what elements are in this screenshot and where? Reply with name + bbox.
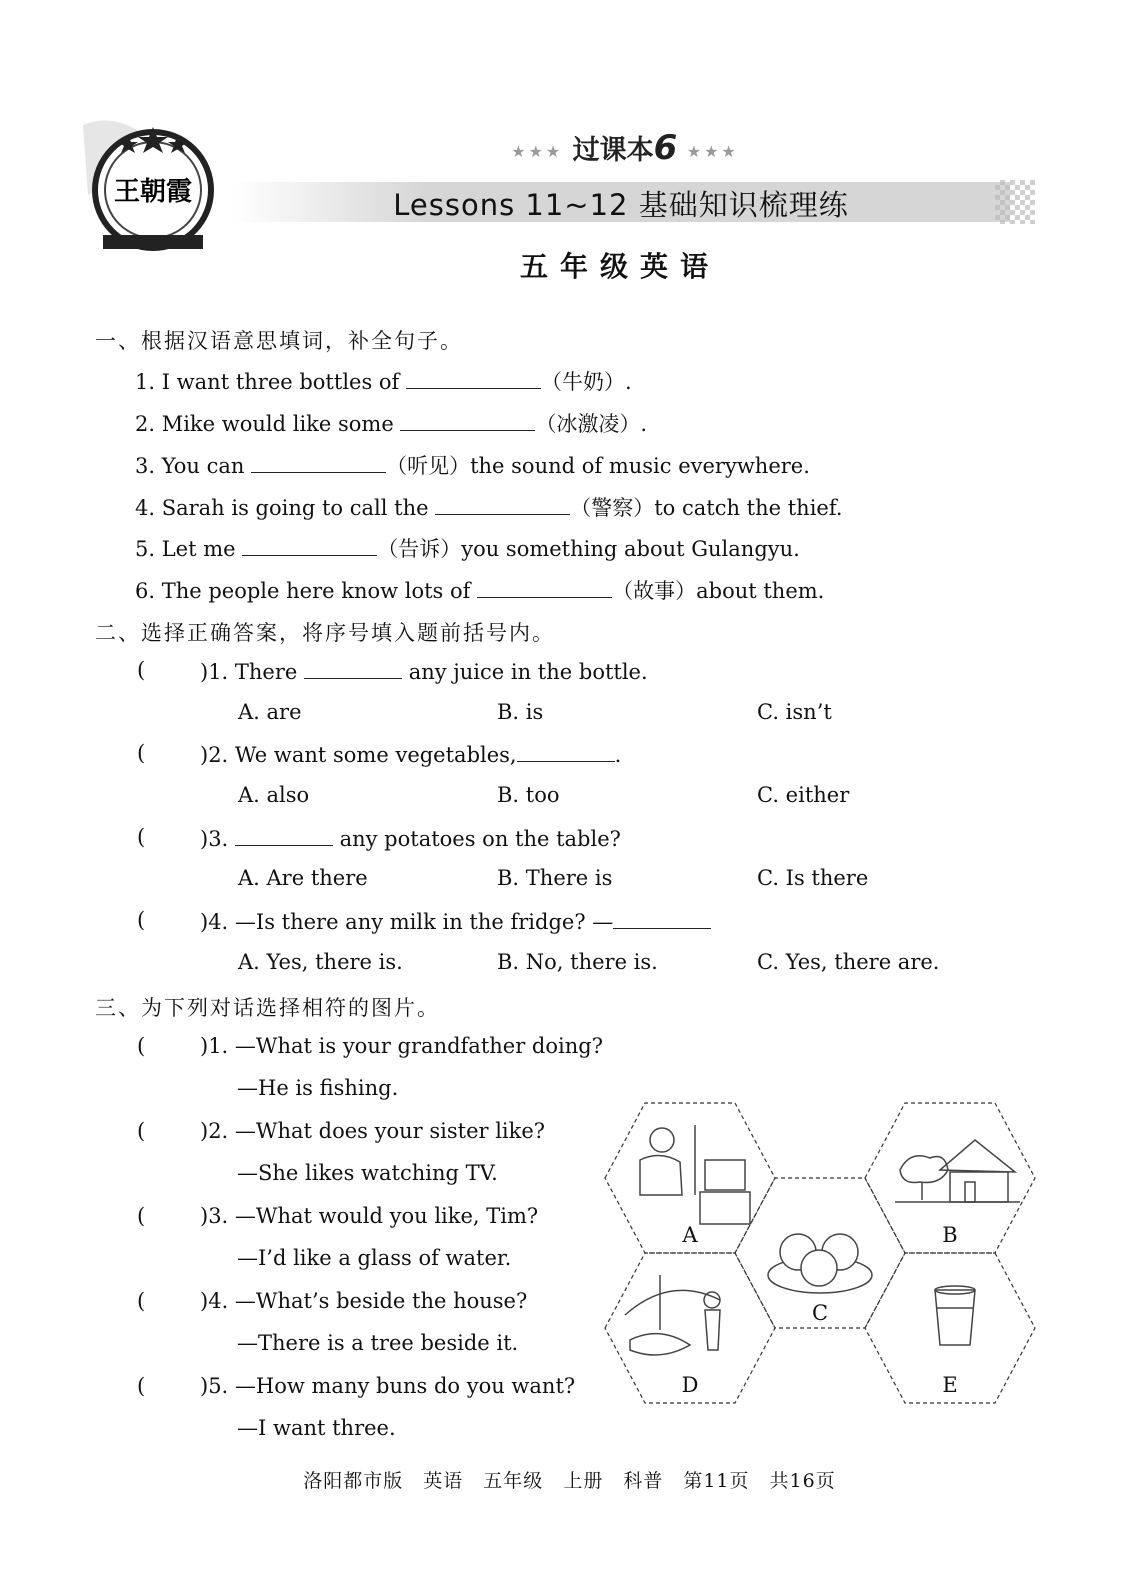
mc-question-3: )3. any potatoes on the table? bbox=[200, 827, 621, 851]
option-a: A. are bbox=[238, 700, 302, 724]
answer-blank bbox=[235, 825, 333, 846]
picture-label-d: D bbox=[681, 1373, 699, 1397]
svg-text:王朝霞: 王朝霞 bbox=[113, 177, 193, 207]
answer-paren[interactable]: ( bbox=[137, 1374, 146, 1398]
answer-blank[interactable] bbox=[251, 452, 386, 473]
fill-item-5: 5. Let me （告诉）you something about Gulangyu. bbox=[135, 537, 800, 561]
option-b: B. is bbox=[497, 700, 544, 724]
option-a: A. also bbox=[238, 783, 310, 807]
answer-blank[interactable] bbox=[477, 577, 612, 598]
picture-d-fishing bbox=[625, 1275, 720, 1355]
answer-blank bbox=[517, 741, 615, 762]
picture-label-b: B bbox=[942, 1223, 958, 1247]
brand-logo bbox=[78, 105, 228, 265]
stars-right-icon: ★★★ bbox=[686, 142, 739, 161]
series-label: ★★★ 过课本6 ★★★ bbox=[511, 128, 739, 168]
fill-item-1: 1. I want three bottles of （牛奶）. bbox=[135, 370, 632, 394]
picture-label-e: E bbox=[942, 1373, 958, 1397]
fill-item-4: 4. Sarah is going to call the （警察）to catch the thief. bbox=[135, 496, 843, 520]
section2-heading: 二、选择正确答案，将序号填入题前括号内。 bbox=[95, 621, 555, 645]
option-b: B. too bbox=[497, 783, 560, 807]
mc-question-2: )2. We want some vegetables, . bbox=[200, 743, 622, 767]
mc-question-1: )1. There any juice in the bottle. bbox=[200, 660, 648, 684]
picture-label-a: A bbox=[682, 1223, 698, 1247]
option-c: C. either bbox=[757, 783, 850, 807]
dialog-answer-4: —There is a tree beside it. bbox=[237, 1331, 519, 1355]
option-a: A. Yes, there is. bbox=[238, 950, 403, 974]
answer-paren[interactable]: ( bbox=[137, 741, 146, 765]
picture-b-house-tree bbox=[895, 1140, 1020, 1202]
option-a: A. Are there bbox=[238, 866, 368, 890]
picture-options-panel bbox=[600, 1100, 1040, 1410]
picture-label-c: C bbox=[811, 1301, 829, 1325]
answer-paren[interactable]: ( bbox=[137, 1289, 146, 1313]
fill-item-2: 2. Mike would like some （冰激凌）. bbox=[135, 412, 648, 436]
answer-paren[interactable]: ( bbox=[137, 1204, 146, 1228]
dialog-question-4: )4. —What’s beside the house? bbox=[200, 1289, 528, 1313]
mc-question-4: )4. —Is there any milk in the fridge? — bbox=[200, 908, 711, 934]
answer-paren[interactable]: ( bbox=[137, 1119, 146, 1143]
answer-blank[interactable] bbox=[400, 410, 535, 431]
section3-heading: 三、为下列对话选择相符的图片。 bbox=[95, 996, 440, 1020]
answer-paren[interactable]: ( bbox=[137, 1034, 146, 1058]
dialog-answer-5: —I want three. bbox=[237, 1416, 396, 1440]
page-footer: 洛阳都市版 英语 五年级 上册 科普 第11页 共16页 bbox=[303, 1470, 836, 1492]
dialog-answer-3: —I’d like a glass of water. bbox=[237, 1246, 512, 1270]
stars-left-icon: ★★★ bbox=[511, 142, 564, 161]
subtitle: 五年级英语 bbox=[519, 250, 720, 283]
option-b: B. No, there is. bbox=[497, 950, 658, 974]
answer-blank[interactable] bbox=[406, 368, 541, 389]
picture-a-watching-tv bbox=[640, 1125, 750, 1224]
answer-blank bbox=[613, 908, 711, 929]
answer-blank[interactable] bbox=[435, 494, 570, 515]
fill-item-6: 6. The people here know lots of （故事）about them. bbox=[135, 579, 825, 603]
option-b: B. There is bbox=[497, 866, 613, 890]
lesson-title: Lessons 11~12 基础知识梳理练 bbox=[393, 188, 849, 222]
dialog-question-5: )5. —How many buns do you want? bbox=[200, 1374, 576, 1398]
answer-blank[interactable] bbox=[242, 535, 377, 556]
picture-c-buns bbox=[768, 1234, 872, 1293]
dialog-question-1: )1. —What is your grandfather doing? bbox=[200, 1034, 603, 1058]
fill-item-3: 3. You can （听见）the sound of music everywhere. bbox=[135, 454, 810, 478]
answer-paren[interactable]: ( bbox=[137, 658, 146, 682]
dialog-answer-1: —He is fishing. bbox=[237, 1076, 399, 1100]
option-c: C. Is there bbox=[757, 866, 869, 890]
picture-e-glass-water bbox=[935, 1286, 975, 1345]
option-c: C. Yes, there are. bbox=[757, 950, 940, 974]
answer-blank bbox=[304, 658, 402, 679]
answer-paren[interactable]: ( bbox=[137, 908, 146, 932]
dialog-question-2: )2. —What does your sister like? bbox=[200, 1119, 546, 1143]
section1-heading: 一、根据汉语意思填词，补全句子。 bbox=[95, 329, 463, 353]
option-c: C. isn’t bbox=[757, 700, 832, 724]
dialog-question-3: )3. —What would you like, Tim? bbox=[200, 1204, 539, 1228]
answer-paren[interactable]: ( bbox=[137, 825, 146, 849]
dialog-answer-2: —She likes watching TV. bbox=[237, 1161, 498, 1185]
